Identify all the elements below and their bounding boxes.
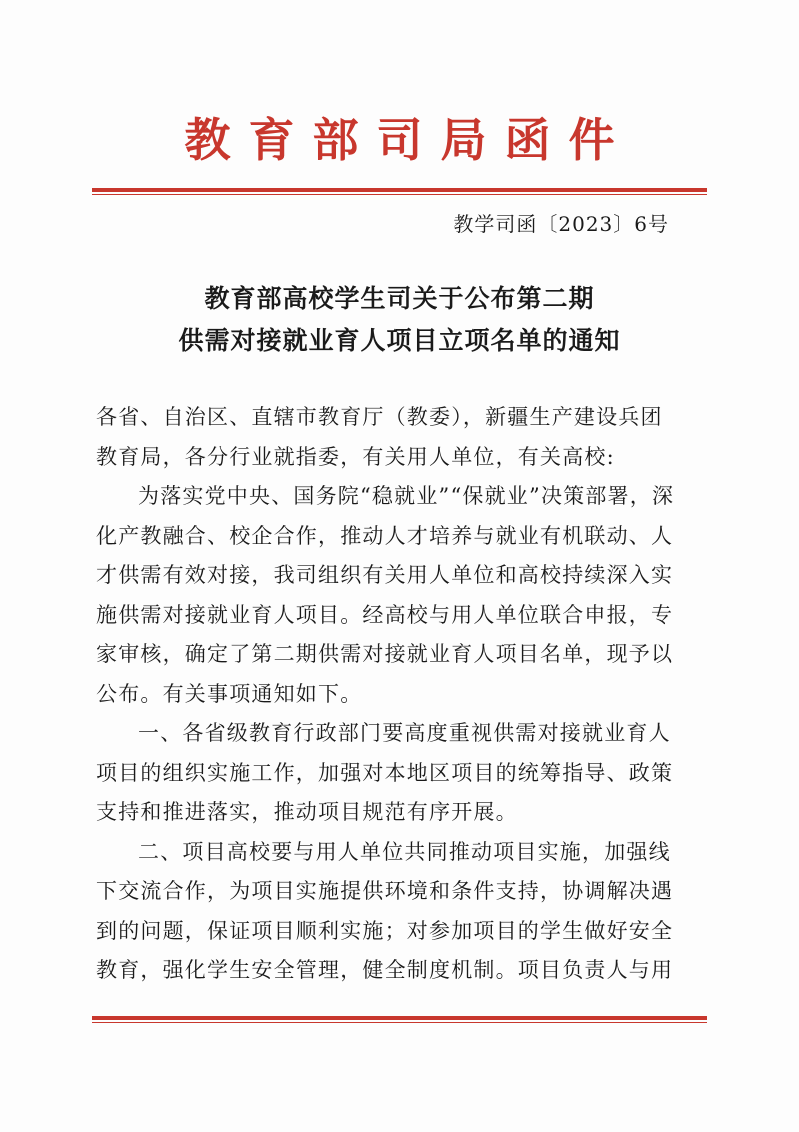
body-line: 为落实党中央、国务院“稳就业”“保就业”决策部署，深 [138, 484, 675, 508]
body-line: 二、项目高校要与用人单位共同推动项目实施，加强线 [138, 839, 671, 864]
notice-title-line-1: 教育部高校学生司关于公布第二期 [204, 284, 595, 313]
body-line: 才供需有效对接，我司组织有关用人单位和高校持续深入实 [96, 563, 674, 587]
notice-body [96, 398, 708, 991]
red-rule-thin [92, 1022, 707, 1023]
body-line: 下交流合作，为项目实施提供环境和条件支持，协调解决遇 [96, 879, 674, 903]
body-line: 公布。有关事项通知如下。 [96, 681, 363, 706]
body-line: 各省、自治区、直辖市教育厅（教委），新疆生产建设兵团 [96, 405, 663, 429]
footer-red-rule [92, 1016, 707, 1023]
body-line: 到的问题，保证项目顺利实施；对参加项目的学生做好安全 [96, 918, 674, 943]
body-line: 支持和推进落实，推动项目规范有序开展。 [96, 800, 518, 824]
body-line: 教育局，各分行业就指委，有关用人单位，有关高校: [96, 444, 615, 469]
letterhead-red-rule [92, 188, 707, 195]
body-line: 项目的组织实施工作，加强对本地区项目的统筹指导、政策 [96, 760, 674, 785]
body-line: 教育，强化学生安全管理，健全制度机制。项目负责人与用 [96, 958, 674, 982]
body-line: 一、各省级教育行政部门要高度重视供需对接就业育人 [138, 721, 671, 745]
notice-title-line-2: 供需对接就业育人项目立项名单的通知 [178, 326, 621, 355]
notice-title [0, 278, 799, 362]
red-rule-thin [92, 194, 707, 195]
document-number: 教学司函〔2023〕6号 [453, 212, 669, 236]
body-line: 施供需对接就业育人项目。经高校与用人单位联合申报，专 [96, 602, 674, 627]
body-line: 化产教融合、校企合作，推动人才培养与就业有机联动、人 [96, 523, 674, 548]
body-line: 家审核，确定了第二期供需对接就业育人项目名单，现予以 [96, 642, 674, 666]
letterhead-title: 教育部司局函件 [184, 113, 633, 167]
